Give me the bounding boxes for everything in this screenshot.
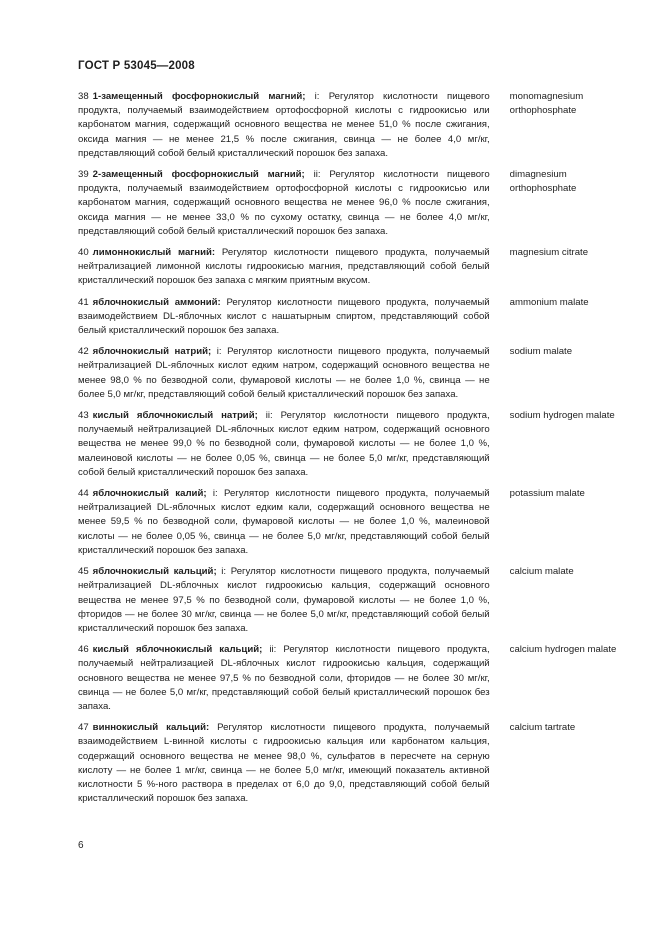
entry-name: яблочнокислый калий; (92, 488, 207, 500)
entry-text: ii: Регулятор кислотности пищевого продукта, получаемый нейтрализацией DL-яблочных кислот едким натром, содержащий основного вещества не менее 99,0 % по безводной соли, фумаровой кислоты — не более 1,0 %, малеиновой кислоты — не более 0,05 %, свинца — не более 5,0 мг/кг, представляющий собой белый кристаллический порошок без запаха. (78, 410, 490, 478)
entry-description (78, 345, 490, 402)
entry-44 (78, 487, 618, 558)
entry-name: яблочнокислый натрий; (92, 346, 212, 358)
entry-description (78, 168, 490, 239)
entry-english-term: sodium hydrogen malate (509, 410, 615, 422)
entry-number: 46 (78, 644, 89, 656)
entry-description (78, 643, 490, 714)
entry-english-term: magnesium citrate (509, 247, 589, 259)
entry-text: ii: Регулятор кислотности пищевого продукта, получаемый взаимодействием ортофосфорной кислоты с гидроокисью или карбонатом магния, содержащий основного вещества не менее 96,0 % после сжигания, оксида магния — не менее 33,0 % по сухому остатку, свинца — не более 4,0 мг/кг, представляющий собой белый кристаллический порошок без запаха. (78, 169, 490, 237)
entry-name: 2-замещенный фосфорнокислый магний; (92, 169, 305, 181)
entry-description (78, 296, 490, 339)
entry-english-term: potassium malate (509, 488, 585, 500)
entry-english-term: monomagnesium orthophosphate (509, 91, 584, 117)
entry-text: Регулятор кислотности пищевого продукта, получаемый взаимодействием DL-яблочных кислот с нашатырным спиртом, представляющий собой белый кристаллический порошок без запаха. (78, 296, 490, 337)
entry-text: ii: Регулятор кислотности пищевого продукта, получаемый нейтрализацией DL-яблочных кислот гидроокисью кальция, содержащий основного вещества не менее 97,5 % по безводной соли, фторидов — не более 30 мг/кг, свинца — не более 5,0 мг/кг, представляющий собой белый кристаллический порошок без запаха. (78, 644, 490, 712)
entry-text: Регулятор кислотности пищевого продукта, получаемый нейтрализацией лимонной кислоты гидроокисью магния, представляющий собой белый кристаллический порошок без запаха с мягким приятным вкусом. (78, 247, 490, 287)
entry-38 (78, 90, 618, 161)
entry-text: i: Регулятор кислотности пищевого продукта, получаемый нейтрализацией DL-яблочных кислот едким натром, содержащий основного вещества не менее 98,0 % по безводной соли, фумаровой кислоты — не более 1,0 %, свинца — не более 5,0 мг/кг, представляющий собой белый кристаллический порошок без запаха. (78, 346, 490, 400)
entry-47 (78, 721, 618, 806)
entry-name: яблочнокислый аммоний: (92, 296, 221, 308)
entry-description (78, 721, 490, 806)
entry-45 (78, 565, 618, 636)
entry-text: i: Регулятор кислотности пищевого продукта, получаемый нейтрализацией DL-яблочных кислот гидроокисью кальция, содержащий основного вещества не менее 97,5 % по безводной соли, фумаровой кислоты — не более 1,0 %, фторидов — не более 30 мг/кг, свинца — не более 5,0 мг/кг, представляющий собой белый кристаллический порошок без запаха. (78, 566, 490, 634)
page-number: 6 (78, 840, 84, 851)
entry-number: 38 (78, 91, 89, 102)
entry-number: 45 (78, 566, 89, 578)
entry-name: яблочнокислый кальций; (92, 566, 217, 578)
entry-number: 39 (78, 169, 89, 181)
entry-name: лимоннокислый магний: (92, 247, 216, 259)
entry-text: i: Регулятор кислотности пищевого продукта, получаемый взаимодействием ортофосфорной кислоты с гидроокисью или карбонатом магния, содержащий основного вещества не менее 51,0 % после сжигания, оксида магния — не менее 21,5 % после сжигания, свинца — не более 4,0 мг/кг, представляющий собой белый кристаллический порошок без запаха. (78, 91, 490, 159)
entry-english-term: calcium tartrate (509, 722, 576, 734)
entry-description (78, 90, 490, 161)
entry-42 (78, 345, 618, 402)
entries-list (78, 90, 618, 813)
entry-text: i: Регулятор кислотности пищевого продукта, получаемый нейтрализацией DL-яблочных кислот едким кали, содержащий основного вещества не менее 59,5 % по безводной соли, фумаровой кислоты — не более 1,0 %, малеиновой кислоты — не более 0,05 %, свинца — не более 5,0 мг/кг, представляющий собой белый кристаллический порошок без запаха. (78, 488, 490, 556)
entry-number: 43 (78, 410, 89, 422)
entry-description (78, 409, 490, 480)
entry-number: 44 (78, 488, 89, 500)
entry-40 (78, 246, 618, 289)
entry-english-term: calcium hydrogen malate (509, 644, 617, 656)
entry-description (78, 487, 490, 558)
document-header: ГОСТ Р 53045—2008 (78, 60, 195, 72)
entry-english-term: ammonium malate (509, 296, 589, 308)
entry-description (78, 246, 490, 289)
entry-41 (78, 296, 618, 339)
entry-english-term: calcium malate (509, 566, 574, 578)
entry-name: кислый яблочнокислый натрий; (92, 410, 258, 422)
entry-number: 42 (78, 346, 89, 358)
entry-description (78, 565, 490, 636)
entry-name: 1-замещенный фосфорнокислый магний; (92, 91, 306, 102)
entry-english-term: dimagnesium orthophosphate (509, 169, 577, 195)
entry-text: Регулятор кислотности пищевого продукта, получаемый взаимодействием L-винной кислоты с гидроокисью кальция или карбонатом кальция, содержащий основного вещества не менее 98,0 %, сульфатов в пересчете на серную кислоту — не более 1 мг/кг, свинца — не более 5,0 мг/кг, имеющий показатель активной кислотности 5 %-ного раствора в пределах от 6,0 до 9,0, представляющий собой белый кристаллический порошок без запаха. (78, 722, 490, 805)
entry-english-term: sodium malate (509, 346, 573, 358)
entry-39 (78, 168, 618, 239)
entry-46 (78, 643, 618, 714)
entry-name: кислый яблочнокислый кальций; (92, 644, 263, 656)
entry-number: 47 (78, 722, 89, 734)
entry-number: 41 (78, 296, 89, 308)
entry-name: виннокислый кальций: (92, 722, 210, 734)
entry-number: 40 (78, 247, 89, 259)
entry-43 (78, 409, 618, 480)
